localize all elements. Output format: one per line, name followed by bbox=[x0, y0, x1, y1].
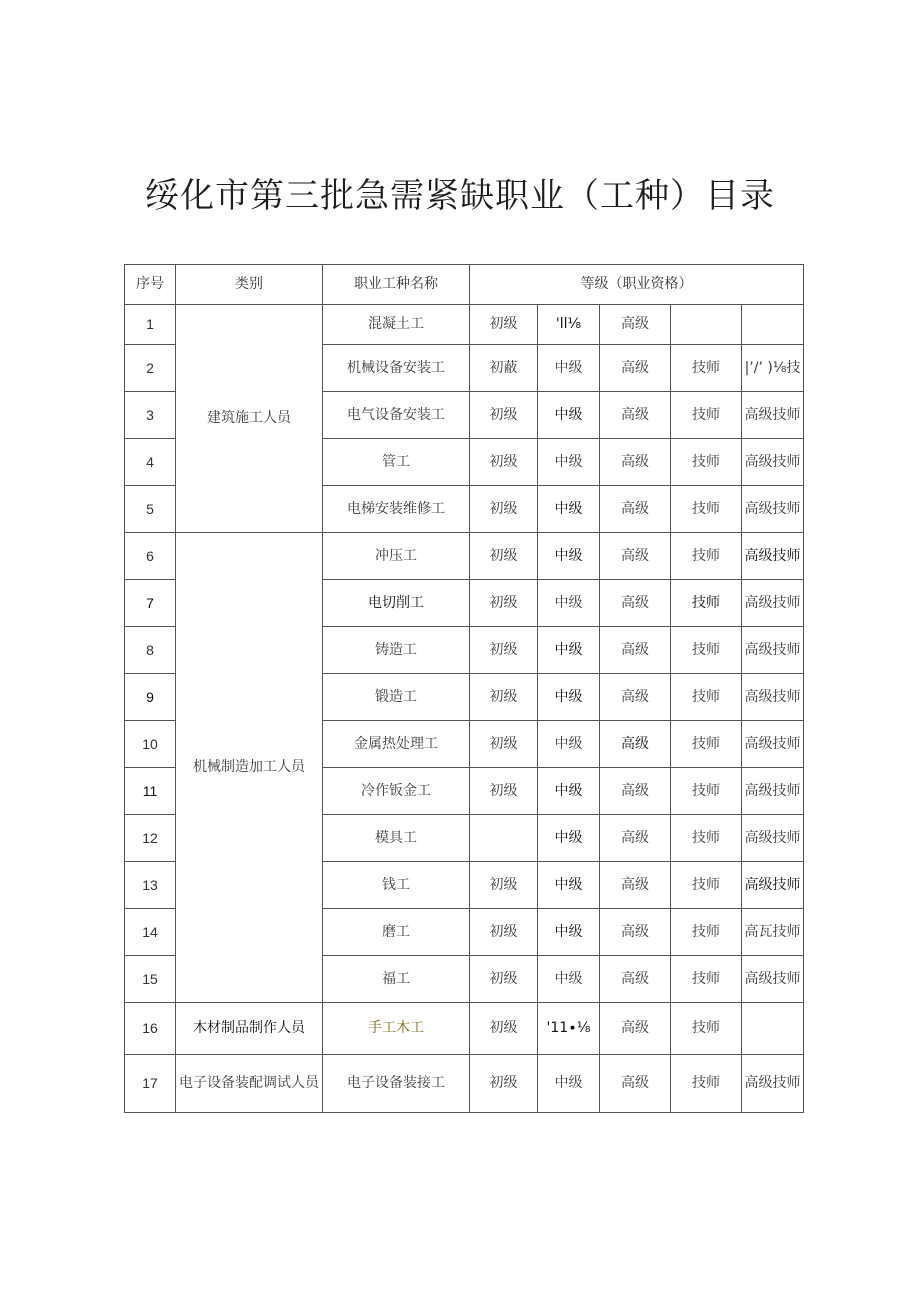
occupation-name: 模具工 bbox=[323, 815, 470, 862]
category-cell: 木材制品制作人员 bbox=[176, 1003, 323, 1055]
level-4: 技师 bbox=[671, 768, 742, 815]
row-number: 6 bbox=[125, 533, 176, 580]
level-5: 高级技师 bbox=[742, 533, 804, 580]
level-2: 中级 bbox=[538, 580, 600, 627]
occupation-name: 管工 bbox=[323, 439, 470, 486]
level-3: 高级 bbox=[600, 580, 671, 627]
level-1: 初级 bbox=[470, 721, 538, 768]
level-4: 技师 bbox=[671, 862, 742, 909]
level-5: 高级技师 bbox=[742, 1055, 804, 1113]
level-4: 技师 bbox=[671, 486, 742, 533]
row-number: 12 bbox=[125, 815, 176, 862]
category-cell: 机械制造加工人员 bbox=[176, 533, 323, 1003]
level-1: 初级 bbox=[470, 768, 538, 815]
level-1: 初级 bbox=[470, 956, 538, 1003]
occupation-name: 福工 bbox=[323, 956, 470, 1003]
level-1: 初级 bbox=[470, 533, 538, 580]
level-5: 高级技师 bbox=[742, 486, 804, 533]
level-2: 中级 bbox=[538, 345, 600, 392]
level-2: 中级 bbox=[538, 627, 600, 674]
row-number: 8 bbox=[125, 627, 176, 674]
occupation-name: 钱工 bbox=[323, 862, 470, 909]
level-5: 高级技师 bbox=[742, 674, 804, 721]
row-number: 4 bbox=[125, 439, 176, 486]
level-5: 高级技师 bbox=[742, 956, 804, 1003]
row-number: 5 bbox=[125, 486, 176, 533]
level-1: 初级 bbox=[470, 439, 538, 486]
level-1: 初级 bbox=[470, 392, 538, 439]
level-3: 高级 bbox=[600, 627, 671, 674]
occupation-name: 电子设备装接工 bbox=[323, 1055, 470, 1113]
level-1: 初级 bbox=[470, 305, 538, 345]
level-5: 高级技师 bbox=[742, 392, 804, 439]
level-5: 高级技师 bbox=[742, 627, 804, 674]
level-4: 技师 bbox=[671, 392, 742, 439]
level-2: 中级 bbox=[538, 956, 600, 1003]
level-3: 高级 bbox=[600, 486, 671, 533]
row-number: 17 bbox=[125, 1055, 176, 1113]
level-4: 技师 bbox=[671, 533, 742, 580]
row-number: 1 bbox=[125, 305, 176, 345]
occupation-name: 锻造工 bbox=[323, 674, 470, 721]
level-2: 中级 bbox=[538, 768, 600, 815]
level-3: 高级 bbox=[600, 956, 671, 1003]
occupation-name: 金属热处理工 bbox=[323, 721, 470, 768]
header-category: 类别 bbox=[176, 265, 323, 305]
level-5: 高级技师 bbox=[742, 580, 804, 627]
level-5 bbox=[742, 305, 804, 345]
category-cell: 电子设备装配调试人员 bbox=[176, 1055, 323, 1113]
level-5: 高级技师 bbox=[742, 815, 804, 862]
document-title: 绥化市第三批急需紧缺职业（工种）目录 bbox=[145, 176, 775, 216]
occupation-name: 铸造工 bbox=[323, 627, 470, 674]
level-2: 中级 bbox=[538, 721, 600, 768]
level-2: 中级 bbox=[538, 533, 600, 580]
level-1: 初蔽 bbox=[470, 345, 538, 392]
level-2: '11∙⅛ bbox=[538, 1003, 600, 1055]
row-number: 14 bbox=[125, 909, 176, 956]
level-1: 初级 bbox=[470, 1003, 538, 1055]
level-1: 初级 bbox=[470, 486, 538, 533]
level-3: 高级 bbox=[600, 533, 671, 580]
level-3: 高级 bbox=[600, 439, 671, 486]
level-4: 技师 bbox=[671, 1003, 742, 1055]
level-2: 中级 bbox=[538, 439, 600, 486]
row-number: 2 bbox=[125, 345, 176, 392]
level-4 bbox=[671, 305, 742, 345]
level-5 bbox=[742, 1003, 804, 1055]
level-1: 初级 bbox=[470, 1055, 538, 1113]
header-level: 等级（职业资格） bbox=[470, 265, 804, 305]
level-5: 高级技师 bbox=[742, 862, 804, 909]
level-3: 高级 bbox=[600, 674, 671, 721]
row-number: 15 bbox=[125, 956, 176, 1003]
row-number: 13 bbox=[125, 862, 176, 909]
occupation-name: 电气设备安装工 bbox=[323, 392, 470, 439]
occupation-name: 电切削工 bbox=[323, 580, 470, 627]
level-4: 技师 bbox=[671, 956, 742, 1003]
row-number: 16 bbox=[125, 1003, 176, 1055]
occupation-name: 混凝土工 bbox=[323, 305, 470, 345]
level-2: 'll⅛ bbox=[538, 305, 600, 345]
level-5: 高级技师 bbox=[742, 768, 804, 815]
level-3: 高级 bbox=[600, 1055, 671, 1113]
level-4: 技师 bbox=[671, 674, 742, 721]
category-cell: 建筑施工人员 bbox=[176, 305, 323, 533]
level-1: 初级 bbox=[470, 909, 538, 956]
level-5: 高级技师 bbox=[742, 439, 804, 486]
level-2: 中级 bbox=[538, 486, 600, 533]
row-number: 7 bbox=[125, 580, 176, 627]
level-1: 初级 bbox=[470, 580, 538, 627]
level-1: 初级 bbox=[470, 674, 538, 721]
level-3: 高级 bbox=[600, 392, 671, 439]
row-number: 9 bbox=[125, 674, 176, 721]
occupation-name: 冷作钣金工 bbox=[323, 768, 470, 815]
table-row bbox=[125, 305, 804, 345]
header-row bbox=[125, 265, 804, 305]
table-row bbox=[125, 1055, 804, 1113]
level-1 bbox=[470, 815, 538, 862]
level-5: |’/’ )⅛技 bbox=[742, 345, 804, 392]
level-3: 高级 bbox=[600, 909, 671, 956]
row-number: 11 bbox=[125, 768, 176, 815]
row-number: 3 bbox=[125, 392, 176, 439]
level-4: 技师 bbox=[671, 580, 742, 627]
table-row bbox=[125, 533, 804, 580]
level-5: 高瓦技师 bbox=[742, 909, 804, 956]
level-4: 技师 bbox=[671, 627, 742, 674]
occupation-name: 冲压工 bbox=[323, 533, 470, 580]
header-serial: 序号 bbox=[125, 265, 176, 305]
level-4: 技师 bbox=[671, 1055, 742, 1113]
level-3: 高级 bbox=[600, 815, 671, 862]
level-3: 高级 bbox=[600, 305, 671, 345]
table-row bbox=[125, 1003, 804, 1055]
header-occupation-name: 职业工种名称 bbox=[323, 265, 470, 305]
level-1: 初级 bbox=[470, 627, 538, 674]
level-4: 技师 bbox=[671, 815, 742, 862]
occupation-table bbox=[124, 264, 804, 1113]
occupation-name: 手工木工 bbox=[323, 1003, 470, 1055]
level-2: 中级 bbox=[538, 674, 600, 721]
level-3: 高级 bbox=[600, 345, 671, 392]
level-4: 技师 bbox=[671, 439, 742, 486]
level-3: 高级 bbox=[600, 721, 671, 768]
level-1: 初级 bbox=[470, 862, 538, 909]
occupation-name: 电梯安装维修工 bbox=[323, 486, 470, 533]
level-2: 中级 bbox=[538, 1055, 600, 1113]
level-2: 中级 bbox=[538, 815, 600, 862]
level-4: 技师 bbox=[671, 909, 742, 956]
level-3: 高级 bbox=[600, 862, 671, 909]
level-2: 中级 bbox=[538, 392, 600, 439]
level-4: 技师 bbox=[671, 721, 742, 768]
level-2: 中级 bbox=[538, 862, 600, 909]
occupation-name: 机械设备安装工 bbox=[323, 345, 470, 392]
row-number: 10 bbox=[125, 721, 176, 768]
level-2: 中级 bbox=[538, 909, 600, 956]
level-3: 高级 bbox=[600, 1003, 671, 1055]
level-5: 高级技师 bbox=[742, 721, 804, 768]
occupation-name: 磨工 bbox=[323, 909, 470, 956]
level-4: 技师 bbox=[671, 345, 742, 392]
level-3: 高级 bbox=[600, 768, 671, 815]
